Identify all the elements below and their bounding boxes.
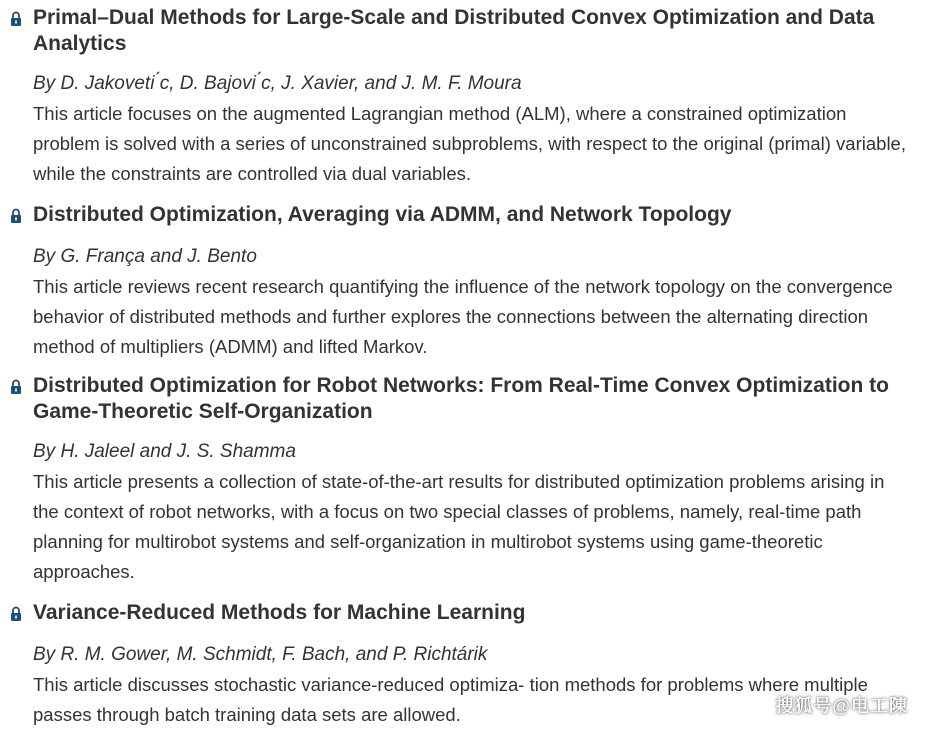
- watermark: 搜狐号@电工陳: [775, 696, 908, 716]
- article-authors: By G. França and J. Bento: [33, 246, 257, 267]
- lock-icon: [10, 606, 22, 622]
- article-authors: By H. Jaleel and J. S. Shamma: [33, 441, 296, 462]
- article-item: [0, 5, 926, 189]
- lock-icon: [10, 11, 22, 27]
- article-item: [0, 202, 926, 362]
- lock-icon: [10, 208, 22, 224]
- article-authors: By D. Jakoveti ́c, D. Bajovi ́c, J. Xavier, and J. M. F. Moura: [33, 73, 522, 94]
- article-authors: By R. M. Gower, M. Schmidt, F. Bach, and P. Richtárik: [33, 644, 488, 665]
- article-item: [0, 373, 926, 587]
- article-abstract: This article discusses stochastic variance-reduced optimiza- tion methods for problems where multiple passes through batch training data sets are allowed.: [33, 674, 868, 725]
- lock-icon: [10, 379, 22, 395]
- article-title[interactable]: Distributed Optimization for Robot Networks: From Real-Time Convex Optimization to Game-Theoretic Self-Organization: [33, 374, 889, 423]
- article-title[interactable]: Distributed Optimization, Averaging via ADMM, and Network Topology: [33, 203, 732, 226]
- article-abstract: This article focuses on the augmented Lagrangian method (ALM), where a constrained optimization problem is solved with a series of unconstrained subproblems, with respect to the original (primal) variable, while the constraints are controlled via dual variables.: [33, 103, 906, 184]
- article-title[interactable]: Primal–Dual Methods for Large-Scale and Distributed Convex Optimization and Data Analytics: [33, 6, 875, 55]
- article-abstract: This article presents a collection of state-of-the-art results for distributed optimization problems arising in the context of robot networks, with a focus on two special classes of problems, namely, real-time path planning for multirobot systems and self-organization in multirobot systems using game-theoretic approaches.: [33, 471, 885, 582]
- article-title[interactable]: Variance-Reduced Methods for Machine Learning: [33, 601, 526, 624]
- article-abstract: This article reviews recent research quantifying the influence of the network topology on the convergence behavior of distributed methods and further explores the connections between the alternating direction method of multipliers (ADMM) and lifted Markov.: [33, 276, 893, 357]
